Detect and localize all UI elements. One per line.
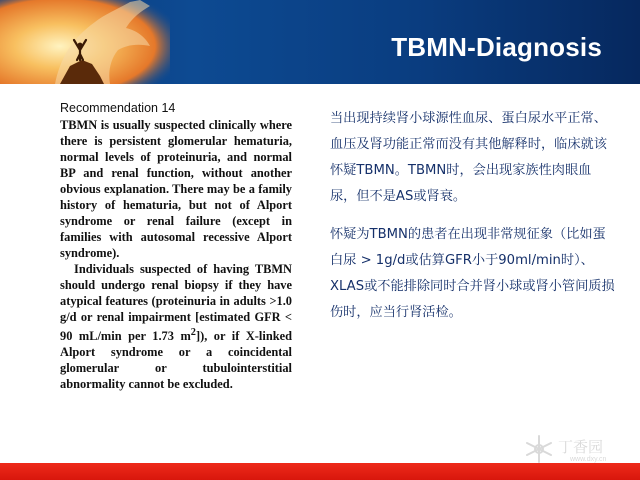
watermark-text: 丁香园 [558,438,604,456]
recommendation-paragraph-2-start: Individuals suspected of having TBMN should undergo renal biopsy if they have atypical features (proteinuria in adults >1.0 g/d or renal impairment [estimated GFR < 90 mL/min per 1.73 m [60,262,292,344]
recommendation-paragraph-2-end: ]), or if X-linked Alport syndrome or a coincidental glomerular or tubulointerstitial abnormality cannot be excluded. [60,329,292,392]
chinese-paragraph-1: 当出现持续肾小球源性血尿、蛋白尿水平正常、血压及肾功能正常而没有其他解释时，临床就该怀疑TBMN。TBMN时，会出现家族性肉眼血尿，但不是AS或肾衰。 [330,111,607,204]
chinese-paragraph-2: 怀疑为TBMN的患者在出现非常规征象（比如蛋白尿 > 1g/d或估算GFR小于90ml/min时）、XLAS或不能排除同时合并肾小球或肾小管间质损伤时，应当行肾活检。 [330,227,615,320]
superscript-2: 2 [190,327,196,338]
recommendation-paragraph-1: TBMN is usually suspected clinically where there is persistent glomerular hematuria, normal levels of proteinuria, and normal BP and renal function, without another obvious explanation. There may be a family history of hematuria, but not of Alport syndrome or renal failure (except in families with autosomal recessive Alport syndrome). [60,118,292,260]
recommendation-box [60,100,292,392]
footer-bar [0,463,640,480]
watermark-url: www.dxy.cn [570,456,607,463]
slide-title: TBMN-Diagnosis [391,32,602,62]
dxy-snowflake-icon [522,432,556,466]
recommendation-paragraph-2 [60,261,292,392]
horse-sunset-logo [0,0,170,84]
recommendation-heading: Recommendation 14 [60,101,176,115]
chinese-summary [330,106,615,326]
dxy-watermark [522,432,632,466]
slide-header [0,0,640,84]
